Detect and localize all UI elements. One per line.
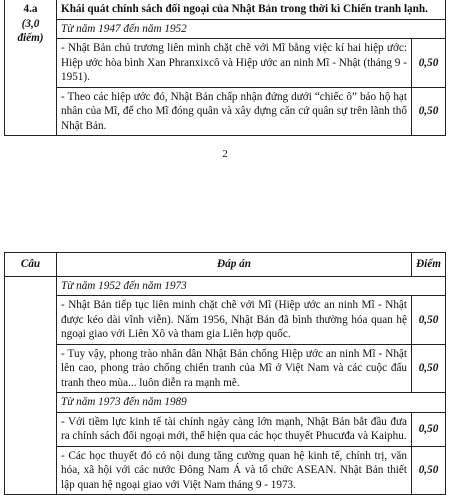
period-heading: Từ năm 1947 đến năm 1952 xyxy=(57,19,446,39)
answer-table-page2 xyxy=(4,252,446,495)
answer-text: - Với tiềm lực kinh tế tài chính ngày càng lớn mạnh, Nhật Bản bắt đầu đưa ra chính sách đối ngoại mới, thể hiện qua các học thuyết Phucưđa và Kaiphu. xyxy=(57,412,412,446)
answer-text: - Tuy vậy, phong trào nhân dân Nhật Bản chống Hiệp ước an ninh Mĩ - Nhật lên cao, phong trào chống chiến tranh của Mĩ ở Việt Nam và các cuộc đấu tranh theo mùa... luôn diễn ra mạnh mẽ. xyxy=(57,344,412,393)
score-value: 0,50 xyxy=(411,39,445,88)
header-dap-an: Đáp án xyxy=(57,253,412,277)
question-cell-empty xyxy=(5,276,57,495)
table-row xyxy=(5,39,446,88)
period-heading: Từ năm 1952 đến năm 1973 xyxy=(57,276,446,296)
table-row xyxy=(5,87,446,136)
question-points: (3,0 điểm) xyxy=(17,17,44,44)
question-title: Khái quát chính sách đối ngoại của Nhật Bản trong thời kì Chiến tranh lạnh. xyxy=(57,0,446,19)
question-number: 4.a xyxy=(23,3,38,15)
answer-table-page1 xyxy=(4,0,446,136)
question-cell xyxy=(5,0,57,136)
answer-text: - Theo các hiệp ước đó, Nhật Bản chấp nhận đứng dưới “chiếc ô” bảo hộ hạt nhân của Mĩ, để cho Mĩ đóng quân và xây dựng căn cứ quân sự trên lãnh thổ Nhật Bản. xyxy=(57,87,412,136)
score-value: 0,50 xyxy=(412,446,446,495)
table-row xyxy=(5,446,446,495)
score-value: 0,50 xyxy=(411,87,445,136)
header-cau: Câu xyxy=(5,253,57,277)
table-row xyxy=(5,296,446,345)
answer-text: - Nhật Bản chủ trương liên minh chặt chẽ với Mĩ bằng việc kí hai hiệp ước: Hiệp ước hòa bình Xan Phranxixcô và Hiệp ước an ninh Mĩ - Nhật (tháng 9 - 1951). xyxy=(57,39,412,88)
table-header-row xyxy=(5,253,446,277)
header-diem: Điểm xyxy=(412,253,446,277)
table-row xyxy=(5,344,446,393)
answer-text: - Nhật Bản tiếp tục liên minh chặt chẽ với Mĩ (Hiệp ước an ninh Mĩ - Nhật được kéo dài vĩnh viễn). Năm 1956, Nhật Bản đã bình thường hóa quan hệ ngoại giao với Liên Xô và tham gia Liên hợp quốc. xyxy=(57,296,412,345)
page-number: 2 xyxy=(222,148,228,160)
score-value: 0,50 xyxy=(412,412,446,446)
answer-text: - Các học thuyết đó có nội dung tăng cường quan hệ kinh tế, chính trị, văn hóa, xã hội với các nước Đông Nam Á và tổ chức ASEAN. Nhật Bản thiết lập quan hệ ngoại giao với Việt Nam tháng 9 - 1973. xyxy=(57,446,412,495)
period-heading: Từ năm 1973 đến năm 1989 xyxy=(57,393,446,413)
score-value: 0,50 xyxy=(412,296,446,345)
table-row xyxy=(5,412,446,446)
score-value: 0,50 xyxy=(412,344,446,393)
